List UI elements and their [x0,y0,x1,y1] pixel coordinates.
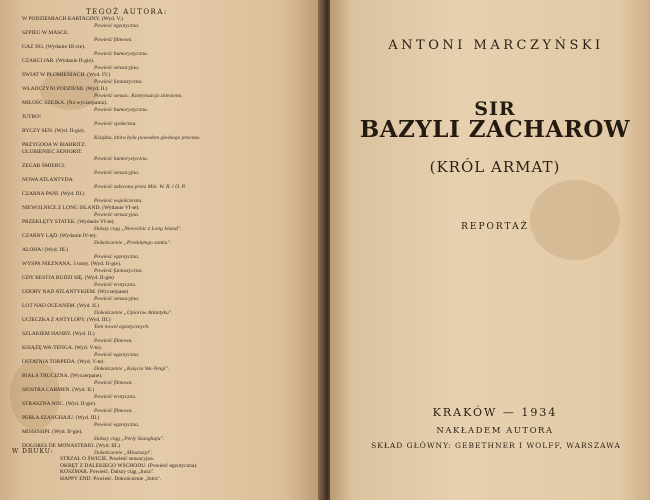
in-print-title: OKRĘT Z DALEKIEGO WSCHODU. (Powieść egzotyczna). [60,462,198,469]
work-description: Dalszy ciąg „Niewolnic z Long Island". [94,226,182,232]
work-description: Powieść egzotyczna. [94,254,140,260]
work-title: ALOHA! (Wyd. III.) [22,247,69,253]
work-title: NIEWOLNICE Z LONG ISLAND. (Wydanie VI-te). [22,205,140,211]
work-title: SZLAKIEM HANBY. (Wyd. II.) [22,331,95,337]
work-title: OSTATNIA TORPEDA. (Wyd. V-te). [22,359,105,365]
work-title: ŚWIAT W PŁOMIENIACH. (Wyd. IV.) [22,72,111,78]
paper-stain [530,180,620,260]
work-title: MISSISSIPI. (Wyd. II-gie). [22,429,83,435]
in-print-title: KOSZMAR. Powieść. Dalszy ciąg „Intra". [60,469,155,475]
work-description: Powieść filmowa. [94,408,133,414]
in-print-title: HAPPY END. Powieść. Dokończenie „Intra". [60,475,162,482]
work-title: PRZEKLĘTY STATEK. (Wydanie VI-te). [22,219,115,225]
work-description: Powieść sensacyjna. [94,296,140,302]
work-title: BIAŁA TRUCIZNA. (Wyczerpane). [22,373,103,379]
work-title: JUTRO! [22,114,41,120]
work-title: ULUBIENIEC SENIORIT. [22,149,83,155]
work-description: Powieść filmowa. [94,380,133,386]
work-description: Powieść egzotyczna. [94,23,140,29]
work-description: Powieść sensacyjna. [94,170,140,176]
work-description: Powieść fantastyczna. [94,79,143,85]
work-description: Książka, która była powodem głośnego procesu. [94,135,201,141]
work-description: Dokończenie „Przeklętego statku". [94,240,171,246]
work-title: CZARNA PANI. (Wyd. III.) [22,191,85,197]
work-title: WYSPA NIEZNANA. 3 tomy. (Wyd. II-gie). [22,261,122,267]
work-title: SIOSTRA CARMEN. (Wyd. II.) [22,387,95,393]
work-description: Powieść sensacyjna. [94,65,140,71]
work-title: WŁADCZYNI PODZIEMI. (Wyd. II.) [22,86,108,92]
work-title: CZARNY LĄD. (Wydanie IV-te). [22,233,97,239]
work-title: PERŁA SZANGHAJU. (Wyd. III.) [22,415,100,421]
work-title: STRASZNA NOC. (Wyd. II-gie). [22,401,97,407]
work-title: SZPIEG W MASCE. [22,30,69,36]
work-title: W PODZIEMIACH KARTAGINY. (Wyd. V.) [22,16,124,22]
other-works-list [22,16,322,457]
work-description: Powieść filmowa. [94,338,133,344]
work-description: Powieść erotyczna. [94,394,137,400]
work-description: Powieść sensacyjna. [94,212,140,218]
work-title: NOWA ATLANTYDA. [22,177,74,183]
work-description: Powieść sensac. Kontynuacja zniesiona. [94,93,183,99]
work-title: MIŁOŚĆ SZEJKA. (Na wyczerpaniu). [22,100,108,106]
work-description: Powieść fantastyczna. [94,268,143,274]
work-title: UDORY NAD ATLANTYKIEM. (Wyczerpane) [22,289,129,295]
work-description: Powieść współczesna. [94,198,143,204]
work-description: Powieść humorystyczna. [94,156,149,162]
work-title: CZARCI JAR. (Wydanie II-gie). [22,58,95,64]
work-description: Powieść humorystyczna. [94,51,149,57]
work-description: Powieść erotyczna. [94,282,137,288]
work-description: Powieść humorystyczna. [94,107,149,113]
genre-label: REPORTAŻ [461,222,529,232]
work-description: Dokończenie „Księcia Wa-Tengi". [94,366,170,372]
title-page [330,0,650,500]
work-title: RYCZY SEN. (Wyd. II-gie). [22,128,86,134]
left-page [0,0,322,500]
book-title: BAZYLI ZACHAROW [359,116,631,143]
author-name: ANTONI MARCZYŃSKI [388,38,604,53]
work-description: Powieść egzotyczna. [94,422,140,428]
distributor-line: SKŁAD GŁÓWNY: GEBETHNER I WOLFF, WARSZAWA [371,441,621,450]
in-print-title: STRZAŁ O ŚWICIE. Powieść sensacyjna. [60,456,155,462]
work-description: Powieść filmowa. [94,37,133,43]
work-description: Dalszy ciąg „Perły Szanghaju". [94,436,165,442]
work-description: Powieść egzotyczna. [94,352,140,358]
work-title: PRZYGODA W BIARRITZ. [22,142,87,148]
publisher-line: NAKŁADEM AUTORA [436,426,554,436]
title-line-1: SIR [474,98,516,120]
work-description: Dokończenie „Upiorów Atlantyku". [94,310,173,316]
work-title: GAZ 303. (Wydanie III-cie). [22,44,86,50]
in-print-list [60,456,320,482]
work-description: Tom nowel egzotycznych. [94,324,150,330]
book-subtitle: (KRÓL ARMAT) [429,158,561,176]
work-description: Powieść społeczna. [94,121,137,127]
work-title: LOT NAD OCEANEM. (Wyd. II.) [22,303,100,309]
work-title: UCIECZKA Z ANTYLOPY. (Wyd. III.) [22,317,111,323]
other-works-heading: TEGOŻ AUTORA: [86,8,168,16]
work-description: Powieść zalecona przez Min. W. R. i O. P. [94,184,186,190]
work-description: Dokończenie „Mississipi". [94,450,153,456]
work-title: ZEGAR ŚMIERCI. [22,163,66,169]
work-title: GDY BESTJA BUDZI SIĘ. (Wyd. II-gie) [22,275,114,281]
work-title: KSIĄŻĘ WA-TENGA. (Wyd. V-te). [22,345,102,351]
in-print-heading: W DRUKU: [12,448,54,455]
work-title: DOLORES DE MONASTERIO. (Wyd. III.) [22,443,120,449]
place-and-year: KRAKÓW — 1934 [432,406,558,419]
